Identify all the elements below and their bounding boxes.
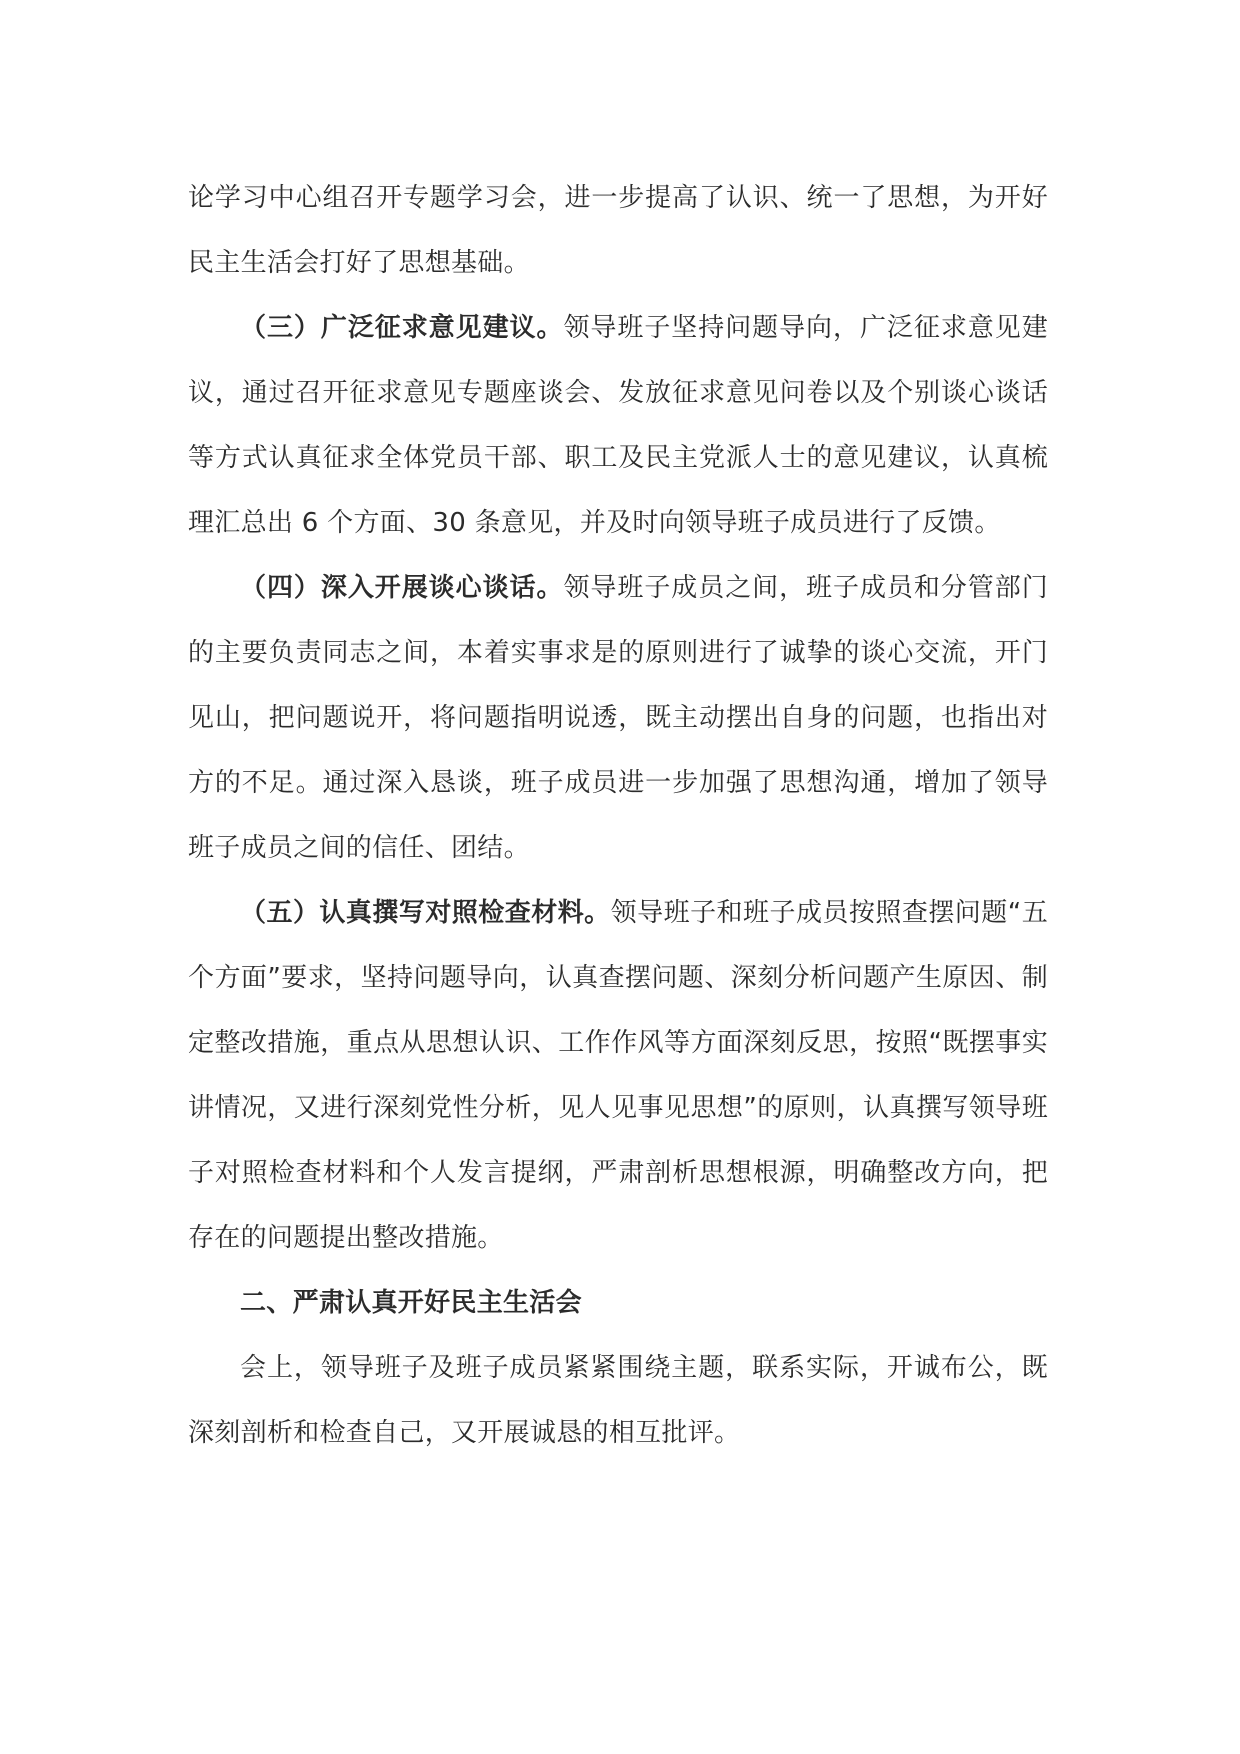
- paragraph-text: 会上，领导班子及班子成员紧紧围绕主题，联系实际，开诚布公，既深刻剖析和检查自己，又开展诚恳的相互批评。: [188, 1353, 1048, 1448]
- document-body: [188, 166, 1048, 1466]
- paragraph-text: 领导班子和班子成员按照查摆问题“五个方面”要求，坚持问题导向，认真查摆问题、深刻分析问题产生原因、制定整改措施，重点从思想认识、工作作风等方面深刻反思，按照“既摆事实讲情况，又进行深刻党性分析，见人见事见思想”的原则，认真撰写领导班子对照检查材料和个人发言提纲，严肃剖析思想根源，明确整改方向，把存在的问题提出整改措施。: [188, 898, 1048, 1253]
- section-heading: 二、严肃认真开好民主生活会: [240, 1288, 582, 1318]
- paragraph-lead-heading: （五）认真撰写对照检查材料。: [240, 898, 611, 928]
- paragraph-solicit-opinions: [188, 296, 1048, 556]
- paragraph-text: 领导班子成员之间，班子成员和分管部门的主要负责同志之间，本着实事求是的原则进行了诚挚的谈心交流，开门见山，把问题说开，将问题指明说透，既主动摆出自身的问题，也指出对方的不足。通过深入恳谈，班子成员进一步加强了思想沟通，增加了领导班子成员之间的信任、团结。: [188, 573, 1048, 863]
- paragraph-heart-to-heart-talks: [188, 556, 1048, 881]
- paragraph-text: 领导班子坚持问题导向，广泛征求意见建议，通过召开征求意见专题座谈会、发放征求意见问卷以及个别谈心谈话等方式认真征求全体党员干部、职工及民主党派人士的意见建议，认真梳理汇总出 6 个方面、30 条意见，并及时向领导班子成员进行了反馈。: [188, 313, 1048, 538]
- paragraph-inspection-materials: [188, 881, 1048, 1271]
- paragraph-continuation: [188, 166, 1048, 296]
- paragraph-meeting-summary: [188, 1336, 1048, 1466]
- paragraph-lead-heading: （四）深入开展谈心谈话。: [240, 573, 564, 603]
- paragraph-text: 论学习中心组召开专题学习会，进一步提高了认识、统一了思想，为开好民主生活会打好了思想基础。: [188, 183, 1048, 278]
- paragraph-lead-heading: （三）广泛征求意见建议。: [240, 313, 564, 343]
